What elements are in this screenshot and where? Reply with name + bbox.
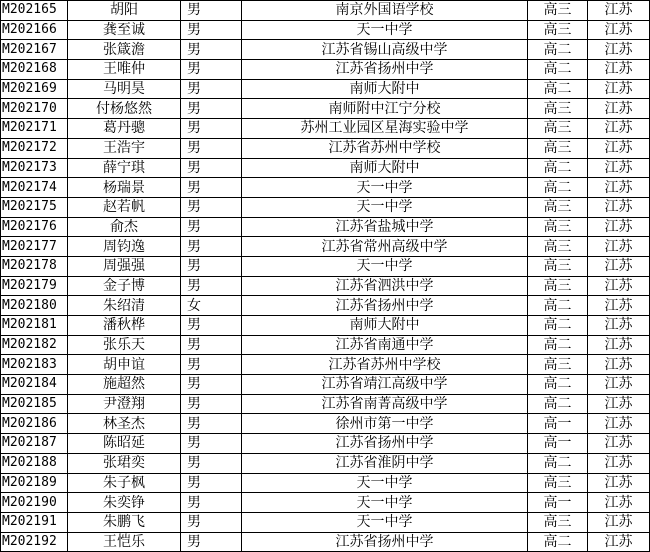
student-id-cell: M202170	[1, 99, 68, 119]
gender-cell: 男	[181, 217, 242, 237]
student-id-cell: M202191	[1, 512, 68, 532]
table-body	[1, 1, 650, 552]
grade-cell: 高三	[528, 99, 588, 119]
gender-cell: 男	[181, 178, 242, 198]
student-name-cell: 龚至诚	[68, 20, 181, 40]
grade-cell: 高二	[528, 375, 588, 395]
student-name-cell: 周强强	[68, 256, 181, 276]
school-cell: 天一中学	[242, 512, 528, 532]
student-id-cell: M202171	[1, 119, 68, 139]
student-id-cell: M202184	[1, 375, 68, 395]
student-id-cell: M202177	[1, 237, 68, 257]
province-cell: 江苏	[588, 296, 650, 316]
grade-cell: 高三	[528, 1, 588, 21]
gender-cell: 男	[181, 158, 242, 178]
school-cell: 天一中学	[242, 197, 528, 217]
gender-cell: 男	[181, 237, 242, 257]
grade-cell: 高一	[528, 493, 588, 513]
school-cell: 江苏省南通中学	[242, 335, 528, 355]
gender-cell: 男	[181, 256, 242, 276]
province-cell: 江苏	[588, 335, 650, 355]
province-cell: 江苏	[588, 79, 650, 99]
province-cell: 江苏	[588, 40, 650, 60]
province-cell: 江苏	[588, 414, 650, 434]
student-name-cell: 林圣杰	[68, 414, 181, 434]
gender-cell: 男	[181, 119, 242, 139]
school-cell: 苏州工业园区星海实验中学	[242, 119, 528, 139]
student-id-cell: M202169	[1, 79, 68, 99]
grade-cell: 高二	[528, 316, 588, 336]
gender-cell: 男	[181, 99, 242, 119]
province-cell: 江苏	[588, 473, 650, 493]
student-name-cell: 付杨悠然	[68, 99, 181, 119]
table-row	[1, 453, 650, 473]
table-row	[1, 296, 650, 316]
school-cell: 天一中学	[242, 20, 528, 40]
student-name-cell: 金子博	[68, 276, 181, 296]
grade-cell: 高二	[528, 158, 588, 178]
student-name-cell: 薛宁琪	[68, 158, 181, 178]
school-cell: 南师大附中	[242, 79, 528, 99]
province-cell: 江苏	[588, 197, 650, 217]
table-row	[1, 158, 650, 178]
table-row	[1, 276, 650, 296]
table-row	[1, 197, 650, 217]
table-row	[1, 40, 650, 60]
grade-cell: 高三	[528, 473, 588, 493]
student-id-cell: M202185	[1, 394, 68, 414]
grade-cell: 高二	[528, 40, 588, 60]
student-name-cell: 朱鹏飞	[68, 512, 181, 532]
student-id-cell: M202192	[1, 532, 68, 552]
table-row	[1, 20, 650, 40]
table-row	[1, 335, 650, 355]
grade-cell: 高三	[528, 237, 588, 257]
gender-cell: 男	[181, 1, 242, 21]
student-name-cell: 张乐天	[68, 335, 181, 355]
gender-cell: 男	[181, 316, 242, 336]
grade-cell: 高三	[528, 138, 588, 158]
student-name-cell: 施超然	[68, 375, 181, 395]
school-cell: 天一中学	[242, 493, 528, 513]
school-cell: 天一中学	[242, 473, 528, 493]
province-cell: 江苏	[588, 178, 650, 198]
gender-cell: 男	[181, 532, 242, 552]
gender-cell: 男	[181, 20, 242, 40]
school-cell: 南京外国语学校	[242, 1, 528, 21]
student-name-cell: 陈昭延	[68, 434, 181, 454]
student-name-cell: 杨瑞景	[68, 178, 181, 198]
student-id-cell: M202181	[1, 316, 68, 336]
gender-cell: 男	[181, 197, 242, 217]
table-row	[1, 512, 650, 532]
grade-cell: 高二	[528, 394, 588, 414]
school-cell: 南师大附中	[242, 158, 528, 178]
table-row	[1, 237, 650, 257]
gender-cell: 男	[181, 493, 242, 513]
school-cell: 天一中学	[242, 256, 528, 276]
table-row	[1, 434, 650, 454]
province-cell: 江苏	[588, 20, 650, 40]
student-id-cell: M202187	[1, 434, 68, 454]
student-name-cell: 张箴澹	[68, 40, 181, 60]
table-row	[1, 178, 650, 198]
student-name-cell: 马明昊	[68, 79, 181, 99]
student-id-cell: M202167	[1, 40, 68, 60]
grade-cell: 高一	[528, 434, 588, 454]
student-name-cell: 王恺乐	[68, 532, 181, 552]
province-cell: 江苏	[588, 512, 650, 532]
school-cell: 天一中学	[242, 178, 528, 198]
table-row	[1, 217, 650, 237]
table-row	[1, 1, 650, 21]
student-name-cell: 朱奕铮	[68, 493, 181, 513]
student-name-cell: 周钧逸	[68, 237, 181, 257]
gender-cell: 男	[181, 434, 242, 454]
student-id-cell: M202183	[1, 355, 68, 375]
student-name-cell: 胡申谊	[68, 355, 181, 375]
student-id-cell: M202175	[1, 197, 68, 217]
gender-cell: 男	[181, 335, 242, 355]
province-cell: 江苏	[588, 138, 650, 158]
table-row	[1, 79, 650, 99]
province-cell: 江苏	[588, 394, 650, 414]
school-cell: 江苏省扬州中学	[242, 434, 528, 454]
grade-cell: 高二	[528, 335, 588, 355]
school-cell: 江苏省苏州中学校	[242, 355, 528, 375]
student-name-cell: 王唯仲	[68, 60, 181, 80]
gender-cell: 男	[181, 512, 242, 532]
table-row	[1, 414, 650, 434]
grade-cell: 高二	[528, 60, 588, 80]
grade-cell: 高三	[528, 355, 588, 375]
student-name-cell: 俞杰	[68, 217, 181, 237]
school-cell: 江苏省常州高级中学	[242, 237, 528, 257]
school-cell: 江苏省扬州中学	[242, 296, 528, 316]
school-cell: 江苏省盐城中学	[242, 217, 528, 237]
grade-cell: 高三	[528, 197, 588, 217]
table-row	[1, 473, 650, 493]
student-name-cell: 尹澄翔	[68, 394, 181, 414]
province-cell: 江苏	[588, 532, 650, 552]
province-cell: 江苏	[588, 355, 650, 375]
student-id-cell: M202174	[1, 178, 68, 198]
student-id-cell: M202178	[1, 256, 68, 276]
gender-cell: 女	[181, 296, 242, 316]
grade-cell: 高一	[528, 414, 588, 434]
gender-cell: 男	[181, 138, 242, 158]
school-cell: 江苏省淮阴中学	[242, 453, 528, 473]
student-id-cell: M202180	[1, 296, 68, 316]
school-cell: 江苏省靖江高级中学	[242, 375, 528, 395]
student-name-cell: 朱子枫	[68, 473, 181, 493]
student-id-cell: M202176	[1, 217, 68, 237]
table-row	[1, 316, 650, 336]
gender-cell: 男	[181, 60, 242, 80]
gender-cell: 男	[181, 375, 242, 395]
grade-cell: 高三	[528, 256, 588, 276]
table-row	[1, 138, 650, 158]
school-cell: 江苏省扬州中学	[242, 532, 528, 552]
student-id-cell: M202172	[1, 138, 68, 158]
table-row	[1, 493, 650, 513]
gender-cell: 男	[181, 473, 242, 493]
student-id-cell: M202182	[1, 335, 68, 355]
school-cell: 南师附中江宁分校	[242, 99, 528, 119]
province-cell: 江苏	[588, 99, 650, 119]
school-cell: 江苏省锡山高级中学	[242, 40, 528, 60]
table-row	[1, 355, 650, 375]
school-cell: 江苏省扬州中学	[242, 60, 528, 80]
grade-cell: 高二	[528, 178, 588, 198]
grade-cell: 高三	[528, 276, 588, 296]
student-name-cell: 胡阳	[68, 1, 181, 21]
school-cell: 江苏省泗洪中学	[242, 276, 528, 296]
province-cell: 江苏	[588, 60, 650, 80]
student-id-cell: M202190	[1, 493, 68, 513]
province-cell: 江苏	[588, 119, 650, 139]
grade-cell: 高三	[528, 119, 588, 139]
province-cell: 江苏	[588, 375, 650, 395]
student-id-cell: M202173	[1, 158, 68, 178]
gender-cell: 男	[181, 414, 242, 434]
student-id-cell: M202189	[1, 473, 68, 493]
grade-cell: 高二	[528, 453, 588, 473]
gender-cell: 男	[181, 453, 242, 473]
student-id-cell: M202168	[1, 60, 68, 80]
table-row	[1, 256, 650, 276]
province-cell: 江苏	[588, 453, 650, 473]
student-name-cell: 张珺奕	[68, 453, 181, 473]
province-cell: 江苏	[588, 316, 650, 336]
student-id-cell: M202166	[1, 20, 68, 40]
gender-cell: 男	[181, 40, 242, 60]
gender-cell: 男	[181, 79, 242, 99]
province-cell: 江苏	[588, 276, 650, 296]
province-cell: 江苏	[588, 1, 650, 21]
gender-cell: 男	[181, 276, 242, 296]
student-name-cell: 赵若帆	[68, 197, 181, 217]
grade-cell: 高二	[528, 79, 588, 99]
student-id-cell: M202179	[1, 276, 68, 296]
grade-cell: 高三	[528, 217, 588, 237]
province-cell: 江苏	[588, 237, 650, 257]
table-row	[1, 99, 650, 119]
table-row	[1, 375, 650, 395]
student-name-cell: 王浩宇	[68, 138, 181, 158]
school-cell: 江苏省苏州中学校	[242, 138, 528, 158]
grade-cell: 高三	[528, 512, 588, 532]
province-cell: 江苏	[588, 493, 650, 513]
table-row	[1, 394, 650, 414]
grade-cell: 高二	[528, 296, 588, 316]
gender-cell: 男	[181, 394, 242, 414]
student-name-cell: 潘秋桦	[68, 316, 181, 336]
table-row	[1, 532, 650, 552]
province-cell: 江苏	[588, 158, 650, 178]
student-name-cell: 朱绍清	[68, 296, 181, 316]
gender-cell: 男	[181, 355, 242, 375]
student-id-cell: M202165	[1, 1, 68, 21]
student-id-cell: M202186	[1, 414, 68, 434]
province-cell: 江苏	[588, 256, 650, 276]
student-name-cell: 葛丹骢	[68, 119, 181, 139]
table-row	[1, 119, 650, 139]
student-id-cell: M202188	[1, 453, 68, 473]
province-cell: 江苏	[588, 217, 650, 237]
school-cell: 徐州市第一中学	[242, 414, 528, 434]
province-cell: 江苏	[588, 434, 650, 454]
grade-cell: 高二	[528, 532, 588, 552]
school-cell: 南师大附中	[242, 316, 528, 336]
grade-cell: 高三	[528, 20, 588, 40]
school-cell: 江苏省南菁高级中学	[242, 394, 528, 414]
table-row	[1, 60, 650, 80]
